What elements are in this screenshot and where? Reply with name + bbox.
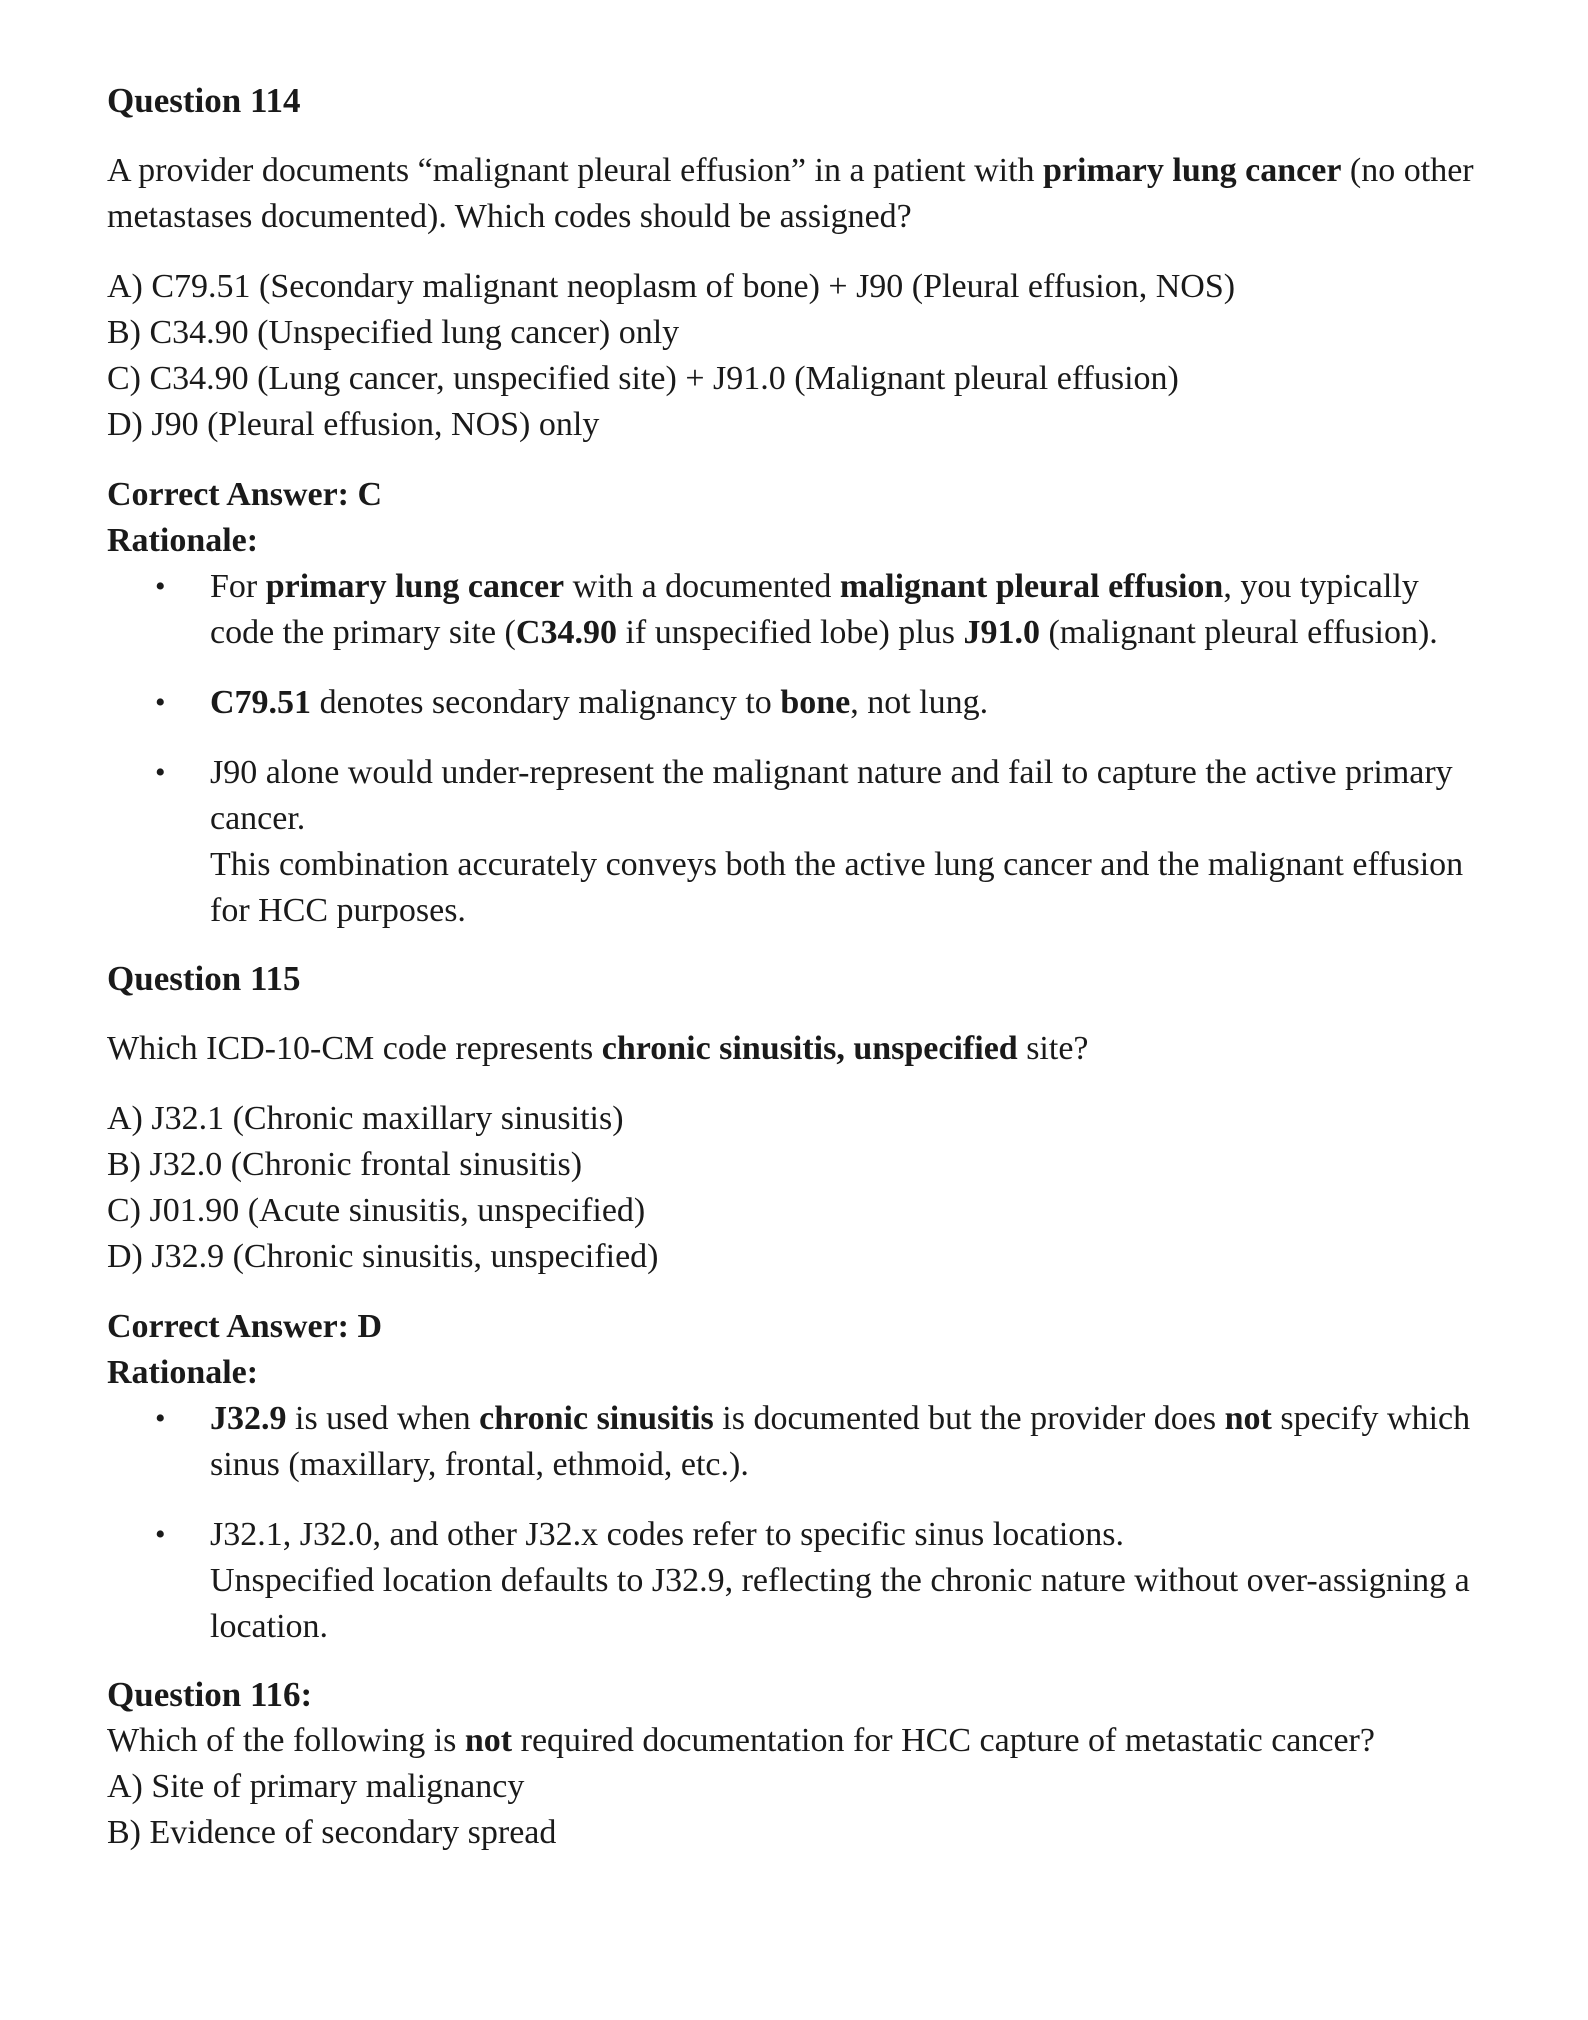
rationale-text: , you typically code the primary site ( xyxy=(210,568,1419,651)
rationale-emphasis: C34.90 xyxy=(515,614,617,651)
rationale-list xyxy=(107,564,1487,934)
rationale-text: • J32.1, J32.0, and other J32.x codes refer to specific sinus locations. xyxy=(210,1516,1125,1553)
rationale-emphasis: J91.0 xyxy=(963,614,1040,651)
rationale-item xyxy=(107,750,1487,934)
rationale-text: with a documented xyxy=(564,568,840,605)
option-c: C) C34.90 (Lung cancer, unspecified site) + J91.0 (Malignant pleural effusion) xyxy=(107,360,1179,397)
prompt-text: required documentation for HCC capture of metastatic cancer? xyxy=(512,1722,1375,1759)
rationale-emphasis: malignant pleural effusion xyxy=(839,568,1224,605)
rationale-emphasis: J32.9 xyxy=(210,1400,287,1437)
correct-answer: Correct Answer: D xyxy=(107,1308,383,1345)
question-prompt xyxy=(107,1026,1487,1072)
rationale-item xyxy=(107,680,1487,726)
rationale-emphasis: bone xyxy=(780,684,851,721)
rationale-conclusion: This combination accurately conveys both the active lung cancer and the malignant effusion for HCC purposes. xyxy=(210,846,1464,929)
answer-options xyxy=(107,1764,1487,1856)
question-prompt xyxy=(107,148,1487,240)
question-heading: Question 114 xyxy=(107,81,301,120)
prompt-emphasis: not xyxy=(464,1722,513,1759)
option-b: B) J32.0 (Chronic frontal sinusitis) xyxy=(107,1146,583,1183)
prompt-text: A provider documents “malignant pleural effusion” in a patient with xyxy=(107,152,1044,189)
option-c: C) J01.90 (Acute sinusitis, unspecified) xyxy=(107,1192,646,1229)
question-115 xyxy=(107,956,1487,1650)
correct-answer: Correct Answer: C xyxy=(107,476,383,513)
rationale-label: Rationale: xyxy=(107,522,259,559)
rationale-list xyxy=(107,1396,1487,1650)
answer-options xyxy=(107,264,1487,448)
rationale-emphasis: C79.51 xyxy=(210,684,312,721)
answer-options xyxy=(107,1096,1487,1280)
rationale-text: For xyxy=(210,568,266,605)
option-a: A) Site of primary malignancy xyxy=(107,1768,525,1805)
question-heading: Question 116: xyxy=(107,1675,313,1714)
rationale-item xyxy=(107,1396,1487,1488)
rationale-emphasis: primary lung cancer xyxy=(265,568,565,605)
document-page xyxy=(107,78,1487,1856)
rationale-item xyxy=(107,564,1487,656)
question-prompt xyxy=(107,1718,1487,1764)
option-b: B) Evidence of secondary spread xyxy=(107,1814,557,1851)
prompt-emphasis: chronic sinusitis, unspecified xyxy=(601,1030,1018,1067)
rationale-text: is used when xyxy=(286,1400,480,1437)
rationale-text: , not lung. xyxy=(850,684,989,721)
rationale-conclusion: Unspecified location defaults to J32.9, reflecting the chronic nature without over-assigning a location. xyxy=(210,1562,1470,1645)
prompt-emphasis: primary lung cancer xyxy=(1043,152,1342,189)
rationale-emphasis: not xyxy=(1224,1400,1272,1437)
rationale-text: • J90 alone would under-represent the malignant nature and fail to capture the active primary cancer. xyxy=(210,754,1453,837)
question-heading: Question 115 xyxy=(107,959,301,998)
rationale-text: (malignant pleural effusion). xyxy=(1039,614,1438,651)
question-116 xyxy=(107,1672,1487,1856)
rationale-item xyxy=(107,1512,1487,1650)
option-d: D) J90 (Pleural effusion, NOS) only xyxy=(107,406,600,443)
prompt-text: Which ICD-10-CM code represents xyxy=(107,1030,602,1067)
rationale-label: Rationale: xyxy=(107,1354,259,1391)
option-a: A) C79.51 (Secondary malignant neoplasm of bone) + J90 (Pleural effusion, NOS) xyxy=(107,268,1236,305)
rationale-text: specify which sinus (maxillary, frontal, ethmoid, etc.). xyxy=(210,1400,1471,1483)
option-b: B) C34.90 (Unspecified lung cancer) only xyxy=(107,314,680,351)
rationale-text: if unspecified lobe) plus xyxy=(616,614,964,651)
option-d: D) J32.9 (Chronic sinusitis, unspecified) xyxy=(107,1238,659,1275)
rationale-text: is documented but the provider does xyxy=(713,1400,1225,1437)
option-a: A) J32.1 (Chronic maxillary sinusitis) xyxy=(107,1100,624,1137)
prompt-text: Which of the following is xyxy=(107,1722,465,1759)
question-114 xyxy=(107,78,1487,934)
rationale-text: denotes secondary malignancy to xyxy=(311,684,781,721)
rationale-emphasis: chronic sinusitis xyxy=(479,1400,714,1437)
prompt-text: site? xyxy=(1017,1030,1089,1067)
prompt-text: (no other metastases documented). Which codes should be assigned? xyxy=(107,152,1474,235)
